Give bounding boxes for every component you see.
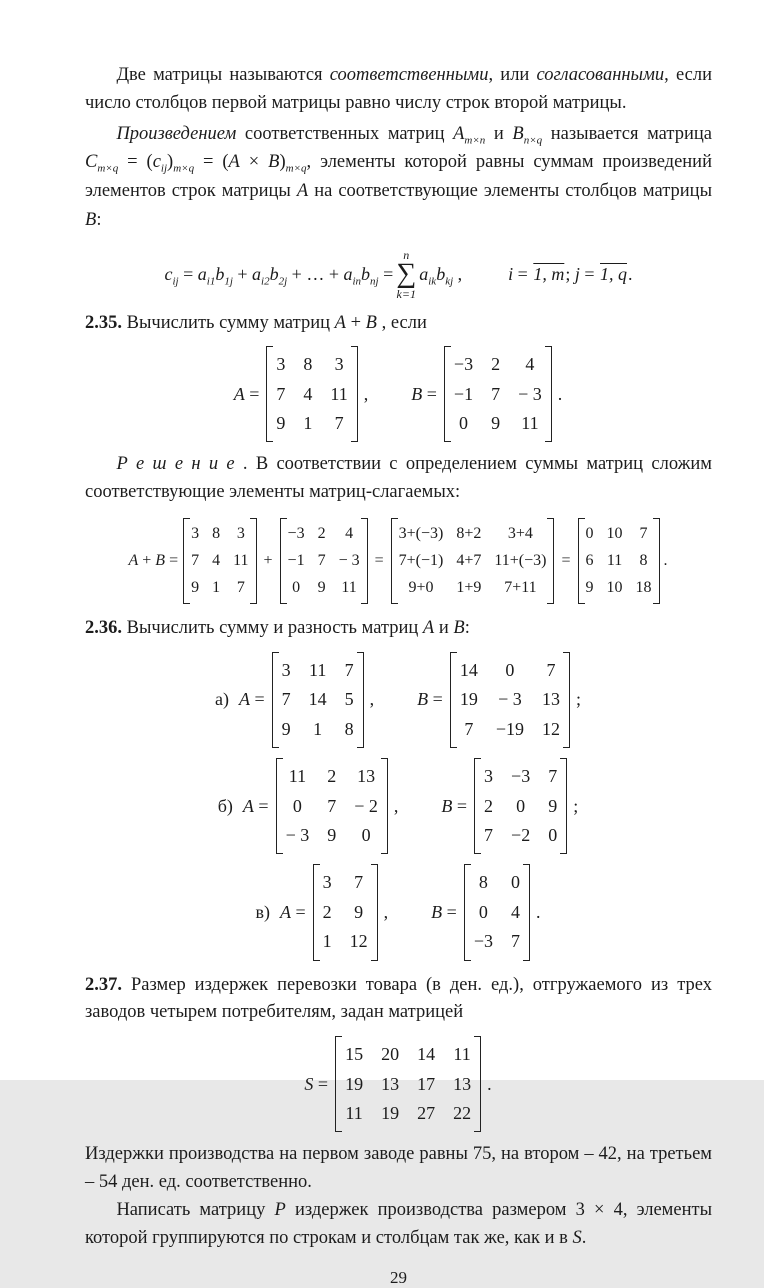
solution-matrix-a <box>183 517 256 605</box>
matrix-cell: 3 <box>236 524 245 542</box>
math-variable: a <box>419 263 429 284</box>
matrix-cell: − 3 <box>338 551 360 569</box>
matrix-cell: 0 <box>292 578 301 596</box>
matrix-cell: 12 <box>541 718 560 739</box>
matrix-cell: 8+2 <box>456 524 482 542</box>
matrix-b-236a <box>450 651 570 749</box>
matrix-cell: 3 <box>276 354 286 375</box>
matrix-cell: 2 <box>327 766 337 787</box>
italic-run: Произведением <box>116 123 237 144</box>
matrix-cell: 3 <box>334 354 344 375</box>
matrix-cell: 20 <box>381 1044 400 1065</box>
matrix-cell: − 3 <box>518 383 542 404</box>
math-variable: B <box>411 383 423 404</box>
matrix-cell: 15 <box>345 1044 364 1065</box>
matrix-a-label: A = <box>239 689 265 710</box>
overline-run: 1, m <box>533 263 565 284</box>
period-separator: . <box>557 383 563 404</box>
matrix-cell: 11 <box>453 1044 471 1065</box>
subscript-run: nj <box>370 275 379 288</box>
matrix-cell: 7 <box>334 413 344 434</box>
comma-separator: , <box>363 383 369 404</box>
matrix-cell: 0 <box>585 524 594 542</box>
overline-run: 1, q <box>600 263 627 284</box>
matrix-cell: 4 <box>510 901 520 922</box>
bold-run: 2.37. <box>85 974 122 995</box>
matrix-cell: 7+11 <box>504 578 537 596</box>
matrix-cell: −3 <box>511 766 531 787</box>
matrix-cell: 3 <box>191 524 200 542</box>
matrix-cell: 10 <box>606 524 623 542</box>
matrix-cell: 2 <box>322 901 332 922</box>
matrix-cell: 5 <box>344 689 354 710</box>
math-variable: B <box>431 901 443 922</box>
matrix-s-237 <box>335 1035 481 1133</box>
subscript-run: m×q <box>173 163 195 176</box>
matrix-cell: 7 <box>327 795 337 816</box>
matrix-a-236v <box>313 863 378 961</box>
matrix-cell: − 3 <box>498 689 522 710</box>
part-a-label: а) <box>215 689 229 710</box>
matrix-cell: 10 <box>606 578 623 596</box>
comma-separator: , <box>393 795 399 816</box>
matrix-cell: 9 <box>327 825 337 846</box>
matrix-cell: 7 <box>276 383 286 404</box>
matrix-cell: 11+(−3) <box>494 551 547 569</box>
matrix-cell: 13 <box>453 1073 472 1094</box>
subscript-run: n×q <box>523 134 543 147</box>
matrix-cell: 0 <box>459 413 468 434</box>
problem-2-36-part-a-row <box>85 651 712 749</box>
math-variable: S <box>572 1227 582 1248</box>
sum-upper-limit: n <box>403 247 410 262</box>
matrix-b-236v <box>464 863 530 961</box>
math-variable: A <box>422 618 435 639</box>
matrix-cell: 13 <box>541 689 560 710</box>
matrix-cell: 8 <box>344 718 354 739</box>
matrix-a-236a <box>272 651 364 749</box>
period-separator: . <box>535 901 541 922</box>
math-variable: B <box>155 551 166 569</box>
matrix-cell: 11 <box>308 660 327 681</box>
matrix-a-235 <box>266 345 357 443</box>
plus-operator: + <box>263 551 273 569</box>
subscript-run: 1j <box>224 275 233 288</box>
math-variable: a <box>252 263 262 284</box>
matrix-cell: 6 <box>585 551 594 569</box>
math-variable: S <box>304 1073 314 1094</box>
math-variable: i <box>508 263 514 284</box>
problem-2-36-part-v-row <box>85 863 712 961</box>
math-variable: A <box>228 152 240 173</box>
matrix-cell: 9 <box>191 578 200 596</box>
matrix-cell: 0 <box>548 825 558 846</box>
math-variable: B <box>441 795 453 816</box>
math-variable: b <box>361 263 371 284</box>
matrix-cell: −19 <box>495 718 524 739</box>
summation-construct <box>396 249 416 300</box>
product-definition-paragraph: Произведением соответственных матриц $A_{m\times n}$ и $B_{n\times q}$ называется матрица $C_{m\times q} = (c_{ij})_{m\times q} = (A \times B)_{m\times q}$, элементы которой равны суммам произведений элементов строк матрицы A на соответствующие элементы столбцов матрицы B: <box>85 123 712 231</box>
matrix-cell: 9 <box>281 718 291 739</box>
matrix-cell: 2 <box>491 354 501 375</box>
matrix-cell: 17 <box>417 1073 436 1094</box>
comma-separator: , <box>383 901 389 922</box>
math-variable: A <box>242 795 254 816</box>
matrix-cell: 12 <box>349 931 368 952</box>
math-variable: j <box>574 263 580 284</box>
bold-run: 2.35. <box>85 312 122 333</box>
math-variable: b <box>215 263 225 284</box>
sum-lower-limit: k=1 <box>396 286 416 301</box>
matrix-cell: 11 <box>288 766 307 787</box>
sigma-icon: ∑ <box>396 257 417 289</box>
matrix-a-label: A = <box>233 383 260 404</box>
math-variable: c <box>164 263 173 284</box>
matrix-cell: 3 <box>322 872 332 893</box>
math-variable: A <box>128 551 139 569</box>
matrix-cell: 0 <box>361 825 371 846</box>
matrix-cell: −3 <box>287 524 305 542</box>
matrix-cell: 8 <box>639 551 648 569</box>
matrix-cell: 11 <box>521 413 539 434</box>
matrix-b-235 <box>444 345 552 443</box>
subscript-run: m×q <box>285 163 307 176</box>
matrix-cell: 11 <box>606 551 623 569</box>
comma-separator: , <box>369 689 375 710</box>
matrix-cell: 19 <box>459 689 478 710</box>
matrix-cell: 19 <box>381 1102 400 1123</box>
matrix-cell: 4+7 <box>456 551 482 569</box>
matrix-a-236b <box>276 757 388 855</box>
matrix-cell: 4 <box>345 524 354 542</box>
math-variable: A <box>296 181 309 202</box>
problem-2-37-costs-paragraph: Издержки производства на первом заводе равны 75, на втором – 42, на третьем – 54 ден. ед. соответственно. <box>85 1144 712 1193</box>
matrix-cell: 1+9 <box>456 578 482 596</box>
math-variable: P <box>274 1199 286 1220</box>
matrix-cell: 7 <box>191 551 200 569</box>
period-separator: . <box>487 1073 492 1094</box>
subscript-run: ij <box>160 163 168 176</box>
matrix-cell: 9 <box>548 795 558 816</box>
matrix-cell: 4 <box>303 383 313 404</box>
solution-2-35-intro: Р е ш е н и е . В соответствии с определением суммы матриц сложим соответствующие элементы матриц-слагаемых: <box>85 454 712 503</box>
matrix-cell: 7 <box>548 766 558 787</box>
matrix-cell: 9+0 <box>408 578 434 596</box>
matrix-cell: 0 <box>505 660 515 681</box>
matrix-cell: 9 <box>317 578 326 596</box>
matrix-cell: 7 <box>546 660 556 681</box>
math-variable: a <box>197 263 207 284</box>
matrix-cell: 3+4 <box>507 524 533 542</box>
math-variable: B <box>417 689 429 710</box>
subscript-run: 2j <box>278 275 288 288</box>
matrix-cell: 14 <box>417 1044 436 1065</box>
math-variable: B <box>512 123 524 144</box>
matrix-cell: 13 <box>381 1073 400 1094</box>
problem-2-36-part-b-row <box>85 757 712 855</box>
subscript-run: ij <box>172 275 179 288</box>
matrix-cell: 7+(−1) <box>398 551 444 569</box>
math-variable: A <box>280 901 292 922</box>
matrix-cell: 7 <box>484 825 494 846</box>
matrix-cell: 9 <box>354 901 364 922</box>
matrix-s-label: S = <box>304 1073 329 1094</box>
matrix-cell: 27 <box>417 1102 436 1123</box>
matrix-b-label: B = <box>417 689 443 710</box>
italic-run: Р е ш е н и е <box>116 454 235 475</box>
matrix-cell: 3 <box>281 660 291 681</box>
math-variable: B <box>365 312 377 333</box>
solution-matrix-b <box>280 517 368 605</box>
matrix-cell: 1 <box>322 931 332 952</box>
math-variable: b <box>269 263 279 284</box>
matrix-cell: 7 <box>510 931 520 952</box>
matrix-cell: −1 <box>287 551 305 569</box>
matrix-cell: 18 <box>635 578 652 596</box>
math-variable: c <box>152 152 161 173</box>
matrix-cell: 11 <box>341 578 357 596</box>
subscript-run: kj <box>445 275 454 288</box>
matrix-cell: 8 <box>212 524 221 542</box>
equals-operator-1: = <box>374 551 384 569</box>
matrix-cell: 7 <box>491 383 501 404</box>
problem-2-37-heading: 2.37. Размер издержек перевозки товара (в ден. ед.), отгружаемого из трех заводов четырем потребителям, задан матрицей <box>85 974 712 1023</box>
math-variable: B <box>453 618 465 639</box>
matrix-b-label: B = <box>441 795 468 816</box>
matrix-cell: 7 <box>236 578 245 596</box>
part-b-label: б) <box>217 795 233 816</box>
matrix-cell: 3 <box>484 766 494 787</box>
part-v-label: в) <box>255 901 271 922</box>
index-range-conditions: i = 1, m; j = 1, q. <box>508 263 633 284</box>
solution-2-35-equation-row <box>85 517 712 605</box>
solution-matrix-result <box>578 517 660 605</box>
math-variable: A <box>239 689 250 710</box>
subscript-run: i2 <box>261 275 270 288</box>
matrix-cell: 0 <box>292 795 302 816</box>
matrix-cell: − 3 <box>285 825 310 846</box>
page-number: 29 <box>390 1268 407 1288</box>
matrix-cell: 1 <box>303 413 313 434</box>
math-variable: b <box>436 263 446 284</box>
matrix-cell: 7 <box>464 718 474 739</box>
matrix-cell: 0 <box>510 872 520 893</box>
matrix-cell: 11 <box>233 551 249 569</box>
product-formula-row <box>85 249 712 300</box>
matrix-cell: 8 <box>303 354 313 375</box>
matrix-cell: 14 <box>308 689 327 710</box>
intro-definition-paragraph: Две матрицы называются соответственными, или согласованными, если число столбцов первой матрицы равно числу строк второй матрицы. <box>85 65 712 113</box>
matrix-cell: 0 <box>516 795 526 816</box>
problem-2-35-heading: 2.35. Вычислить сумму матриц A + B , если <box>85 312 427 333</box>
matrix-cell: −2 <box>511 825 531 846</box>
math-variable: B <box>85 210 97 231</box>
problem-2-37-task-paragraph: Написать матрицу P издержек производства размером 3 × 4, элементы которой группируются по строкам и столбцам так же, как и в S. <box>85 1199 712 1248</box>
matrix-cell: 0 <box>478 901 488 922</box>
matrix-cell: 7 <box>344 660 354 681</box>
italic-run: согласованными <box>536 65 665 85</box>
matrix-cell: − 2 <box>354 795 378 816</box>
math-variable: C <box>85 152 98 173</box>
matrix-cell: 8 <box>478 872 488 893</box>
matrix-b-label: B = <box>431 901 457 922</box>
problem-2-35-matrices-row <box>85 345 712 443</box>
matrix-a-label: A = <box>280 901 306 922</box>
math-variable: A <box>233 383 245 404</box>
matrix-cell: 9 <box>276 413 286 434</box>
math-variable: B <box>268 152 280 173</box>
matrix-cell: 1 <box>212 578 221 596</box>
matrix-cell: 7 <box>317 551 326 569</box>
matrix-cell: 9 <box>491 413 501 434</box>
matrix-cell: 22 <box>453 1102 472 1123</box>
matrix-cell: 7 <box>354 872 364 893</box>
matrix-cell: 7 <box>639 524 648 542</box>
matrix-a-label: A = <box>242 795 269 816</box>
matrix-b-236b <box>474 757 567 855</box>
math-variable: A <box>334 312 346 333</box>
matrix-cell: 1 <box>313 718 323 739</box>
equals-operator-2: = <box>561 551 571 569</box>
matrix-cell: 11 <box>345 1102 363 1123</box>
matrix-cell: 4 <box>212 551 221 569</box>
subscript-run: i1 <box>206 275 216 288</box>
matrix-cell: 11 <box>330 383 348 404</box>
matrix-cell: 7 <box>281 689 291 710</box>
matrix-b-label: B = <box>411 383 437 404</box>
matrix-cell: 3+(−3) <box>398 524 444 542</box>
matrix-cell: 13 <box>357 766 376 787</box>
matrix-cell: 14 <box>459 660 478 681</box>
math-variable: A <box>453 123 465 144</box>
formula-left-part: $c_{ij} = a_{i1}b_{1j} + a_{i2}b_{2j}$ + … + $a_{in}b_{nj}$ = <box>164 263 394 288</box>
semicolon-separator: ; <box>573 795 579 816</box>
matrix-cell: 9 <box>585 578 594 596</box>
subscript-run: ik <box>428 275 437 288</box>
solution-matrix-expanded <box>391 517 555 605</box>
problem-2-36-heading: 2.36. Вычислить сумму и разность матриц A и B: <box>85 618 470 639</box>
sum-label: A + B = <box>128 551 179 569</box>
subscript-run: m×n <box>464 134 486 147</box>
problem-2-37-matrix-row <box>85 1035 712 1133</box>
matrix-cell: −1 <box>453 383 474 404</box>
matrix-cell: −3 <box>453 354 474 375</box>
bold-run: 2.36. <box>85 618 122 639</box>
subscript-run: in <box>352 275 362 288</box>
matrix-cell: 2 <box>317 524 326 542</box>
semicolon-separator: ; <box>575 689 581 710</box>
subscript-run: m×q <box>97 163 119 176</box>
matrix-cell: 4 <box>525 354 535 375</box>
formula-right-part: $a_{ik}b_{kj}$ , <box>419 263 463 288</box>
matrix-cell: −3 <box>473 931 493 952</box>
italic-run: соответственными <box>329 65 489 85</box>
period-separator: . <box>663 551 668 569</box>
math-variable: a <box>343 263 353 284</box>
matrix-cell: 2 <box>484 795 494 816</box>
matrix-cell: 19 <box>345 1073 364 1094</box>
